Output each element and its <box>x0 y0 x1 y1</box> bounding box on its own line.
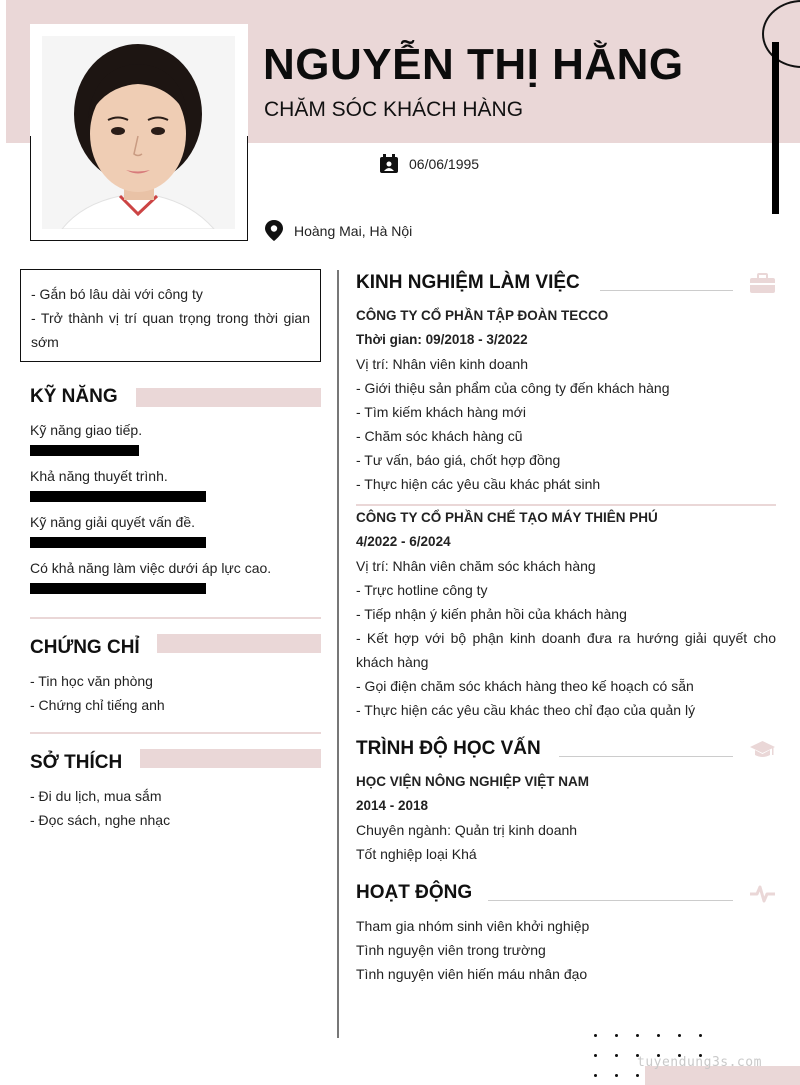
activities-heading-rule <box>488 900 733 901</box>
job-duty: - Giới thiệu sản phẩm của công ty đến khách hàng <box>356 380 670 396</box>
activities-list <box>356 914 776 986</box>
page-title: NGUYỄN THỊ HẰNG <box>263 40 684 89</box>
education-heading: TRÌNH ĐỘ HỌC VẤN <box>356 738 541 759</box>
education-heading-rule <box>559 756 733 757</box>
dot <box>636 1074 639 1077</box>
briefcase-icon <box>749 273 776 294</box>
dot <box>615 1054 618 1057</box>
skill-label: Có khả năng làm việc dưới áp lực cao. <box>30 560 272 576</box>
location-pin-icon <box>264 220 284 242</box>
job-period: Thời gian: 09/2018 - 3/2022 <box>356 332 528 347</box>
section-divider <box>30 617 321 619</box>
birthday-row <box>379 154 479 174</box>
dot <box>594 1074 597 1077</box>
avatar <box>42 36 235 229</box>
hobbies-heading: SỞ THÍCH <box>30 752 123 773</box>
job-duty: - Tiếp nhận ý kiến phản hồi của khách hàng <box>356 606 627 622</box>
list-item: Tham gia nhóm sinh viên khởi nghiệp <box>356 918 590 934</box>
dot <box>636 1034 639 1037</box>
list-item: - Đi du lịch, mua sắm <box>30 788 162 804</box>
hobbies-list <box>30 784 320 832</box>
birthday-text: 06/06/1995 <box>409 156 480 172</box>
dot <box>594 1034 597 1037</box>
education-period: 2014 - 2018 <box>356 798 429 813</box>
list-item: Tình nguyện viên trong trường <box>356 942 546 958</box>
list-item: - Đọc sách, nghe nhạc <box>30 812 171 828</box>
graduation-cap-icon <box>749 740 776 760</box>
education-grade: Tốt nghiệp loại Khá <box>356 846 477 862</box>
job-duty: - Thực hiện các yêu cầu khác phát sinh <box>356 476 601 492</box>
list-item: - Tin học văn phòng <box>30 673 153 689</box>
corner-bar-decoration <box>772 42 779 214</box>
job-period: 4/2022 - 6/2024 <box>356 534 451 549</box>
education-major: Chuyên ngành: Quản trị kinh doanh <box>356 822 578 838</box>
certificates-heading: CHỨNG CHỈ <box>30 637 140 658</box>
calendar-icon <box>379 154 399 174</box>
job-duty: - Chăm sóc khách hàng cũ <box>356 428 523 444</box>
address-text: Hoàng Mai, Hà Nội <box>294 223 413 239</box>
company-name: CÔNG TY CỔ PHẦN TẬP ĐOÀN TECCO <box>356 308 609 323</box>
skill-level-bar <box>30 537 206 548</box>
hobbies-heading-bar <box>140 749 321 768</box>
job-duty: - Trực hotline công ty <box>356 582 488 598</box>
experience-job-1 <box>356 304 776 496</box>
job-duty: - Gọi điện chăm sóc khách hàng theo kế hoạch có sẵn <box>356 678 694 694</box>
objective-line: - Trở thành vị trí quan trọng trong thời gian sớm <box>31 310 310 350</box>
certificates-heading-bar <box>157 634 321 653</box>
job-duty: - Tìm kiếm khách hàng mới <box>356 404 526 420</box>
section-divider <box>30 732 321 734</box>
job-title: CHĂM SÓC KHÁCH HÀNG <box>264 98 524 121</box>
skill-level-bar <box>30 491 206 502</box>
career-objective <box>20 269 321 362</box>
heartbeat-icon <box>749 884 776 904</box>
experience-job-2 <box>356 506 776 722</box>
list-item: - Chứng chỉ tiếng anh <box>30 697 165 713</box>
address-row <box>264 220 412 242</box>
job-duty: - Thực hiện các yêu cầu khác theo chỉ đạo của quản lý <box>356 702 696 718</box>
list-item: Tình nguyện viên hiến máu nhân đạo <box>356 966 588 982</box>
skill-level-bar <box>30 583 206 594</box>
skills-heading-bar <box>136 388 321 407</box>
job-position: Vị trí: Nhân viên kinh doanh <box>356 356 528 372</box>
skill-label: Kỹ năng giải quyết vấn đề. <box>30 514 196 530</box>
education-block <box>356 770 776 866</box>
skill-label: Kỹ năng giao tiếp. <box>30 422 143 438</box>
certificates-list <box>30 669 320 717</box>
skill-label: Khả năng thuyết trình. <box>30 468 168 484</box>
school-name: HỌC VIỆN NÔNG NGHIỆP VIỆT NAM <box>356 774 590 789</box>
job-duty: - Kết hợp với bộ phận kinh doanh đưa ra hướng giải quyết cho khách hàng <box>356 630 776 670</box>
job-position: Vị trí: Nhân viên chăm sóc khách hàng <box>356 558 596 574</box>
job-duty: - Tư vấn, báo giá, chốt hợp đồng <box>356 452 561 468</box>
skills-heading: KỸ NĂNG <box>30 386 118 407</box>
dot <box>615 1034 618 1037</box>
objective-line: - Gắn bó lâu dài với công ty <box>31 286 203 302</box>
watermark: tuyendung3s.com <box>637 1055 762 1070</box>
dot <box>678 1034 681 1037</box>
dot <box>699 1034 702 1037</box>
column-separator <box>337 270 339 1038</box>
experience-heading: KINH NGHIỆM LÀM VIỆC <box>356 272 580 293</box>
activities-heading: HOẠT ĐỘNG <box>356 882 473 903</box>
dot <box>594 1054 597 1057</box>
dot <box>657 1034 660 1037</box>
skill-level-bar <box>30 445 139 456</box>
experience-heading-rule <box>600 290 733 291</box>
dot <box>615 1074 618 1077</box>
company-name: CÔNG TY CỔ PHẦN CHẾ TẠO MÁY THIÊN PHÚ <box>356 510 658 525</box>
